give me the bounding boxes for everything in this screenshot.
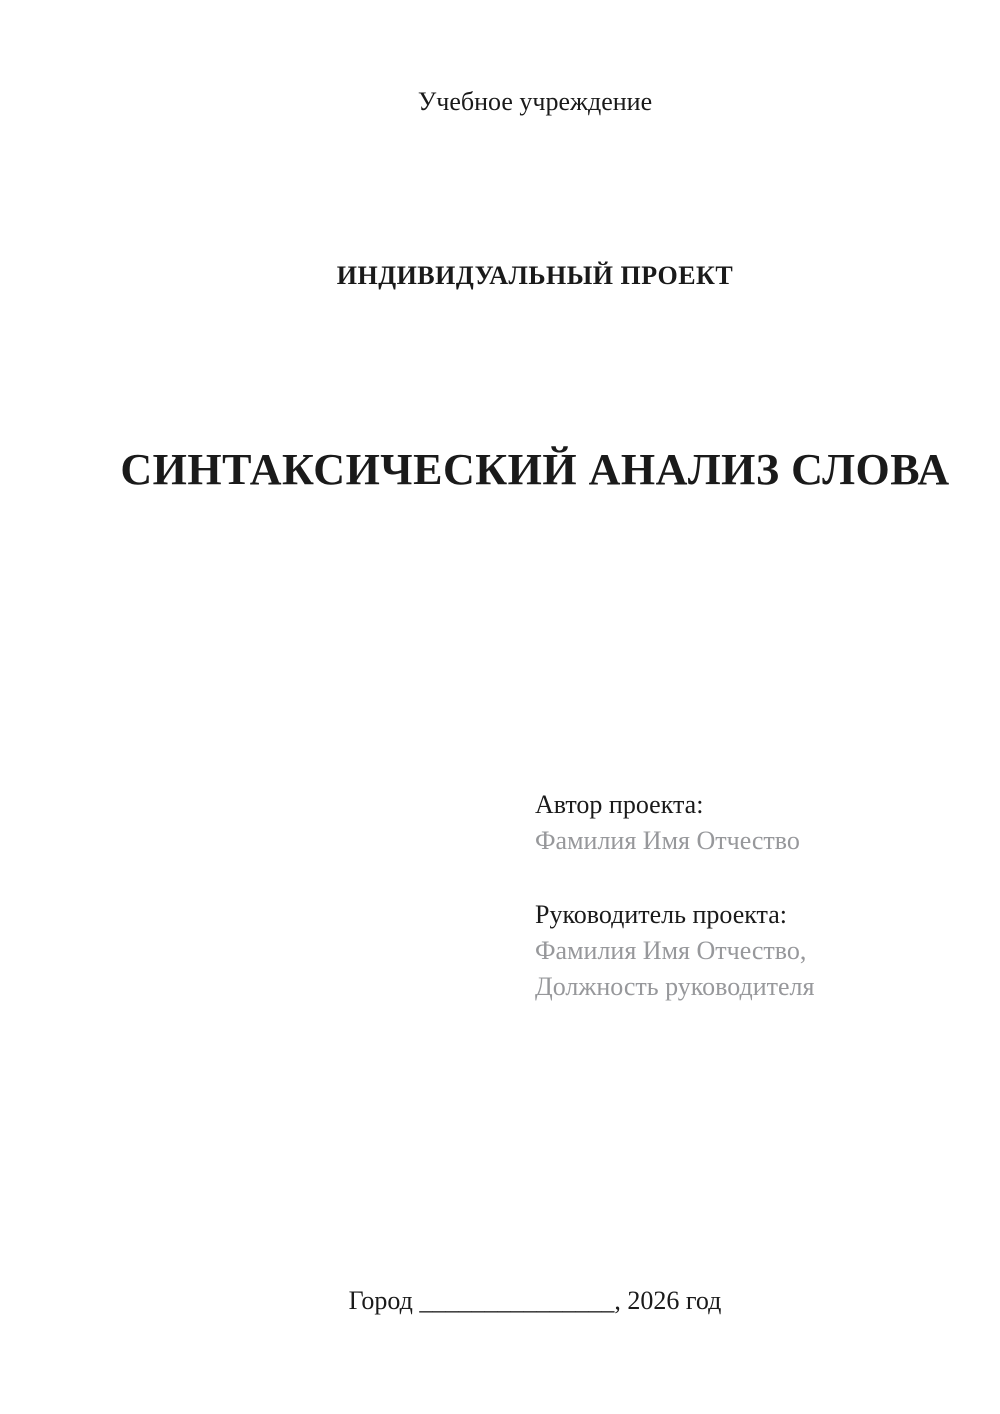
project-type-heading: ИНДИВИДУАЛЬНЫЙ ПРОЕКТ <box>336 261 734 290</box>
supervisor-block <box>535 897 814 1005</box>
institution-name: Учебное учреждение <box>417 87 653 116</box>
project-title: СИНТАКСИЧЕСКИЙ АНАЛИЗ СЛОВА <box>120 445 950 494</box>
author-label: Автор проекта: <box>535 790 704 819</box>
credits-block <box>535 787 814 1005</box>
supervisor-position-placeholder: Должность руководителя <box>535 972 815 1001</box>
author-name-placeholder: Фамилия Имя Отчество <box>535 826 800 855</box>
city-year-line: Город _______________, 2026 год <box>348 1286 722 1315</box>
supervisor-label: Руководитель проекта: <box>535 900 788 929</box>
supervisor-name-placeholder: Фамилия Имя Отчество, <box>535 936 807 965</box>
author-block <box>535 787 814 859</box>
